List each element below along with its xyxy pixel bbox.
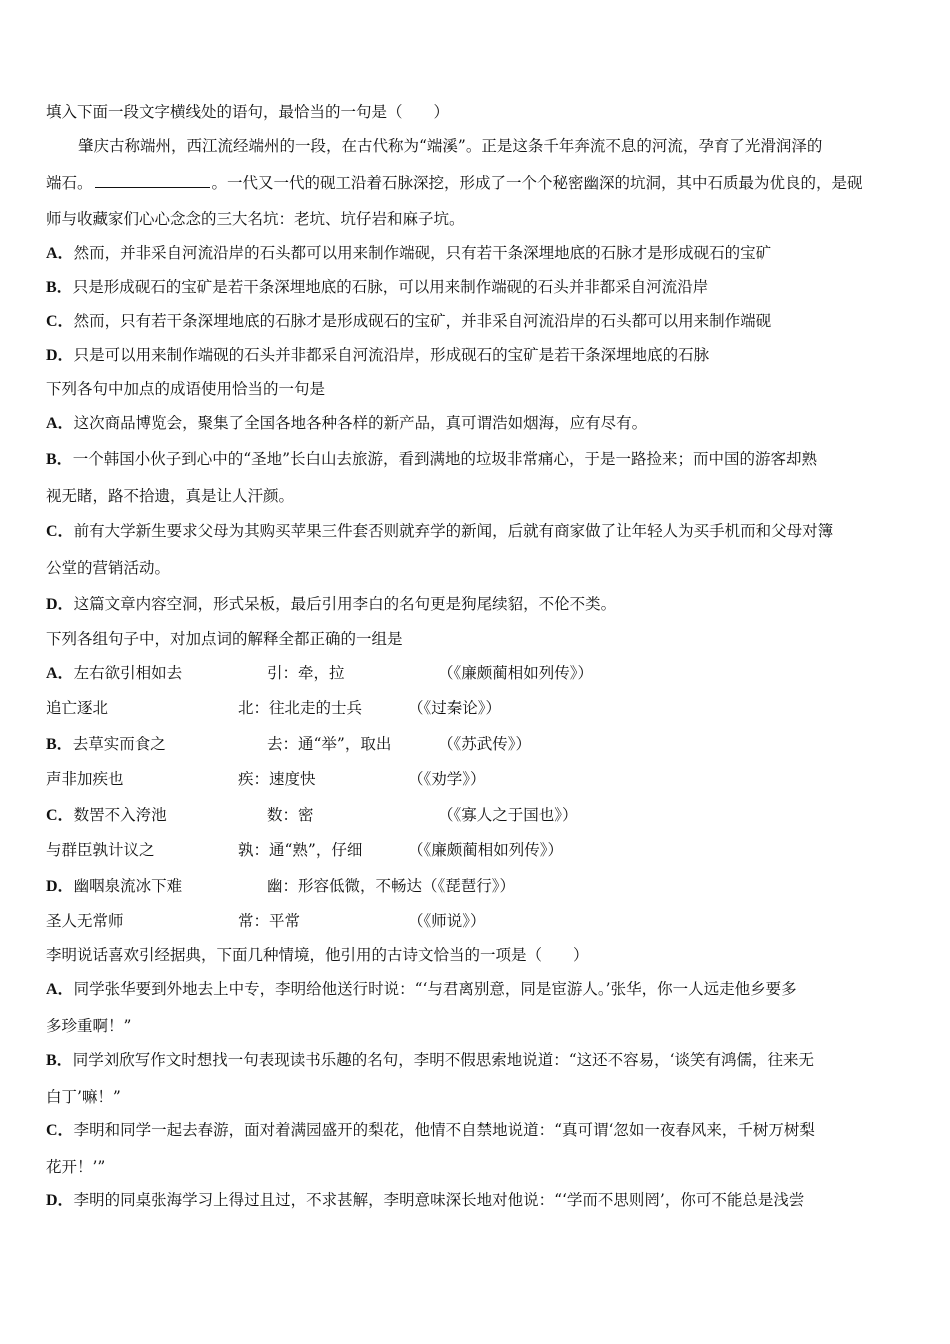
sentence-text: 幽咽泉流冰下难 [73, 877, 183, 895]
answer-blank [95, 173, 210, 188]
q2-option-b [46, 449, 817, 470]
q1-passage-line1: 肇庆古称端州，西江流经端州的一段，在古代称为“端溪”。正是这条千年奔流不息的河流，孕育了光滑润泽的 [78, 137, 823, 155]
q1-passage-line2 [46, 173, 863, 193]
q1-passage-line3: 师与收藏家们心心念念的三大名坑：老坑、坑仔岩和麻子坑。 [46, 210, 465, 228]
q2-option-a [46, 413, 647, 434]
q1-passage-text: 端石。 [46, 174, 93, 192]
q3-row-gloss: 引：牵，拉 [267, 664, 345, 682]
q1-stem: 填入下面一段文字横线处的语句，最恰当的一句是（ ） [46, 103, 450, 121]
option-label: B． [46, 451, 73, 468]
option-label: C． [46, 807, 74, 824]
q4-stem: 李明说话喜欢引经据典，下面几种情境，他引用的古诗文恰当的一项是（ ） [46, 946, 589, 964]
option-text: 同学刘欣写作文时想找一句表现读书乐趣的名句，李明不假思索地说道：“这还不容易，‘谈笑有鸿儒，往来无 [72, 1051, 815, 1069]
q2-option-c-cont: 公堂的营销活动。 [46, 559, 171, 577]
option-label: A． [46, 665, 74, 682]
q4-option-b [46, 1050, 814, 1071]
q2-option-c [46, 521, 833, 542]
q3-row-sentence: 声非加疾也 [46, 770, 124, 788]
option-label: D． [46, 596, 74, 613]
option-label: C． [46, 1122, 74, 1139]
q3-row-gloss: 幽：形容低微，不畅达（《琵琶行》） [267, 877, 516, 895]
option-text: 一个韩国小伙子到心中的“圣地”长白山去旅游，看到满地的垃圾非常痛心，于是一路捡来；而中国的游客却熟 [72, 450, 818, 468]
q4-option-c-cont: 花开！’” [46, 1158, 106, 1176]
q1-option-a [46, 243, 771, 264]
q3-row-source: （《廉颇蔺相如列传》） [408, 841, 564, 859]
q3-row-source: （《苏武传》） [438, 735, 532, 753]
q2-option-b-cont: 视无睹，路不拾遗，真是让人汗颜。 [46, 487, 295, 505]
option-text: 这次商品博览会，聚集了全国各地各种各样的新产品，真可谓浩如烟海，应有尽有。 [73, 414, 648, 432]
q3-row-sentence [46, 805, 167, 826]
option-text: 李明的同桌张海学习上得过且过，不求甚解，李明意味深长地对他说：“‘学而不思则罔’，你可不能总是浅尝 [73, 1191, 805, 1209]
q3-row-source: （《师说》） [408, 912, 486, 930]
q3-row-gloss: 数：密 [267, 806, 314, 824]
option-label: D． [46, 1192, 74, 1209]
option-label: D． [46, 878, 74, 895]
option-label: A． [46, 245, 74, 262]
option-label: C． [46, 523, 74, 540]
q3-row-gloss: 去：通“举”，取出 [267, 735, 392, 753]
q3-row-sentence [46, 876, 182, 897]
q3-row-sentence [46, 734, 166, 755]
q3-stem: 下列各组句子中，对加点词的解释全都正确的一组是 [46, 630, 403, 648]
q1-option-c [46, 311, 771, 332]
option-label: B． [46, 1052, 73, 1069]
option-text: 前有大学新生要求父母为其购买苹果三件套否则就弃学的新闻，后就有商家做了让年轻人为买手机而和父母对簿 [73, 522, 834, 540]
q3-row-gloss: 疾：速度快 [238, 770, 316, 788]
q4-option-c [46, 1120, 815, 1141]
q1-option-b [46, 277, 708, 298]
q3-row-sentence [46, 663, 182, 684]
option-label: A． [46, 415, 74, 432]
option-text: 同学张华要到外地去上中专，李明给他送行时说：“‘与君离别意，同是宦游人。’张华，你一人远走他乡要多 [73, 980, 797, 998]
option-label: B． [46, 279, 73, 296]
option-text: 只是可以用来制作端砚的石头并非都采自河流沿岸，形成砚石的宝矿是若干条深埋地底的石脉 [73, 346, 710, 364]
q3-row-source: （《寡人之于国也》） [438, 806, 578, 824]
option-label: C． [46, 313, 74, 330]
q4-option-d [46, 1190, 804, 1211]
q3-row-sentence: 与群臣孰计议之 [46, 841, 155, 859]
q3-row-gloss: 北：往北走的士兵 [238, 699, 363, 717]
option-text: 李明和同学一起去春游，面对着满园盛开的梨花，他情不自禁地说道：“真可谓‘忽如一夜春风来，千树万树梨 [73, 1121, 815, 1139]
q2-stem: 下列各句中加点的成语使用恰当的一句是 [46, 380, 326, 398]
q4-option-b-cont: 白丁’嘛！” [46, 1088, 121, 1106]
q4-option-a-cont: 多珍重啊！” [46, 1017, 132, 1035]
option-label: A． [46, 981, 74, 998]
q3-row-sentence: 追亡逐北 [46, 699, 109, 717]
q1-passage-text: 。一代又一代的砚工沿着石脉深挖，形成了一个个秘密幽深的坑洞，其中石质最为优良的，是砚 [211, 174, 863, 192]
q3-row-source: （《过秦论》） [408, 699, 502, 717]
option-text: 只是形成砚石的宝矿是若干条深埋地底的石脉，可以用来制作端砚的石头并非都采自河流沿岸 [72, 278, 709, 296]
sentence-text: 去草实而食之 [72, 735, 166, 753]
q3-row-sentence: 圣人无常师 [46, 912, 124, 930]
option-label: B． [46, 736, 73, 753]
option-text: 这篇文章内容空洞，形式呆板，最后引用李白的名句更是狗尾续貂，不伦不类。 [73, 595, 617, 613]
q3-row-source: （《廉颇蔺相如列传》） [438, 664, 594, 682]
q2-option-d [46, 594, 616, 615]
q4-option-a [46, 979, 797, 1000]
q3-row-gloss: 孰：通“熟”，仔细 [238, 841, 363, 859]
q3-row-gloss: 常：平常 [238, 912, 301, 930]
option-text: 然而，并非采自河流沿岸的石头都可以用来制作端砚，只有若干条深埋地底的石脉才是形成砚石的宝矿 [73, 244, 772, 262]
option-text: 然而，只有若干条深埋地底的石脉才是形成砚石的宝矿，并非采自河流沿岸的石头都可以用来制作端砚 [73, 312, 772, 330]
sentence-text: 数罟不入洿池 [73, 806, 167, 824]
option-label: D． [46, 347, 74, 364]
q3-row-source: （《劝学》） [408, 770, 486, 788]
q1-option-d [46, 345, 709, 366]
sentence-text: 左右欲引相如去 [73, 664, 183, 682]
